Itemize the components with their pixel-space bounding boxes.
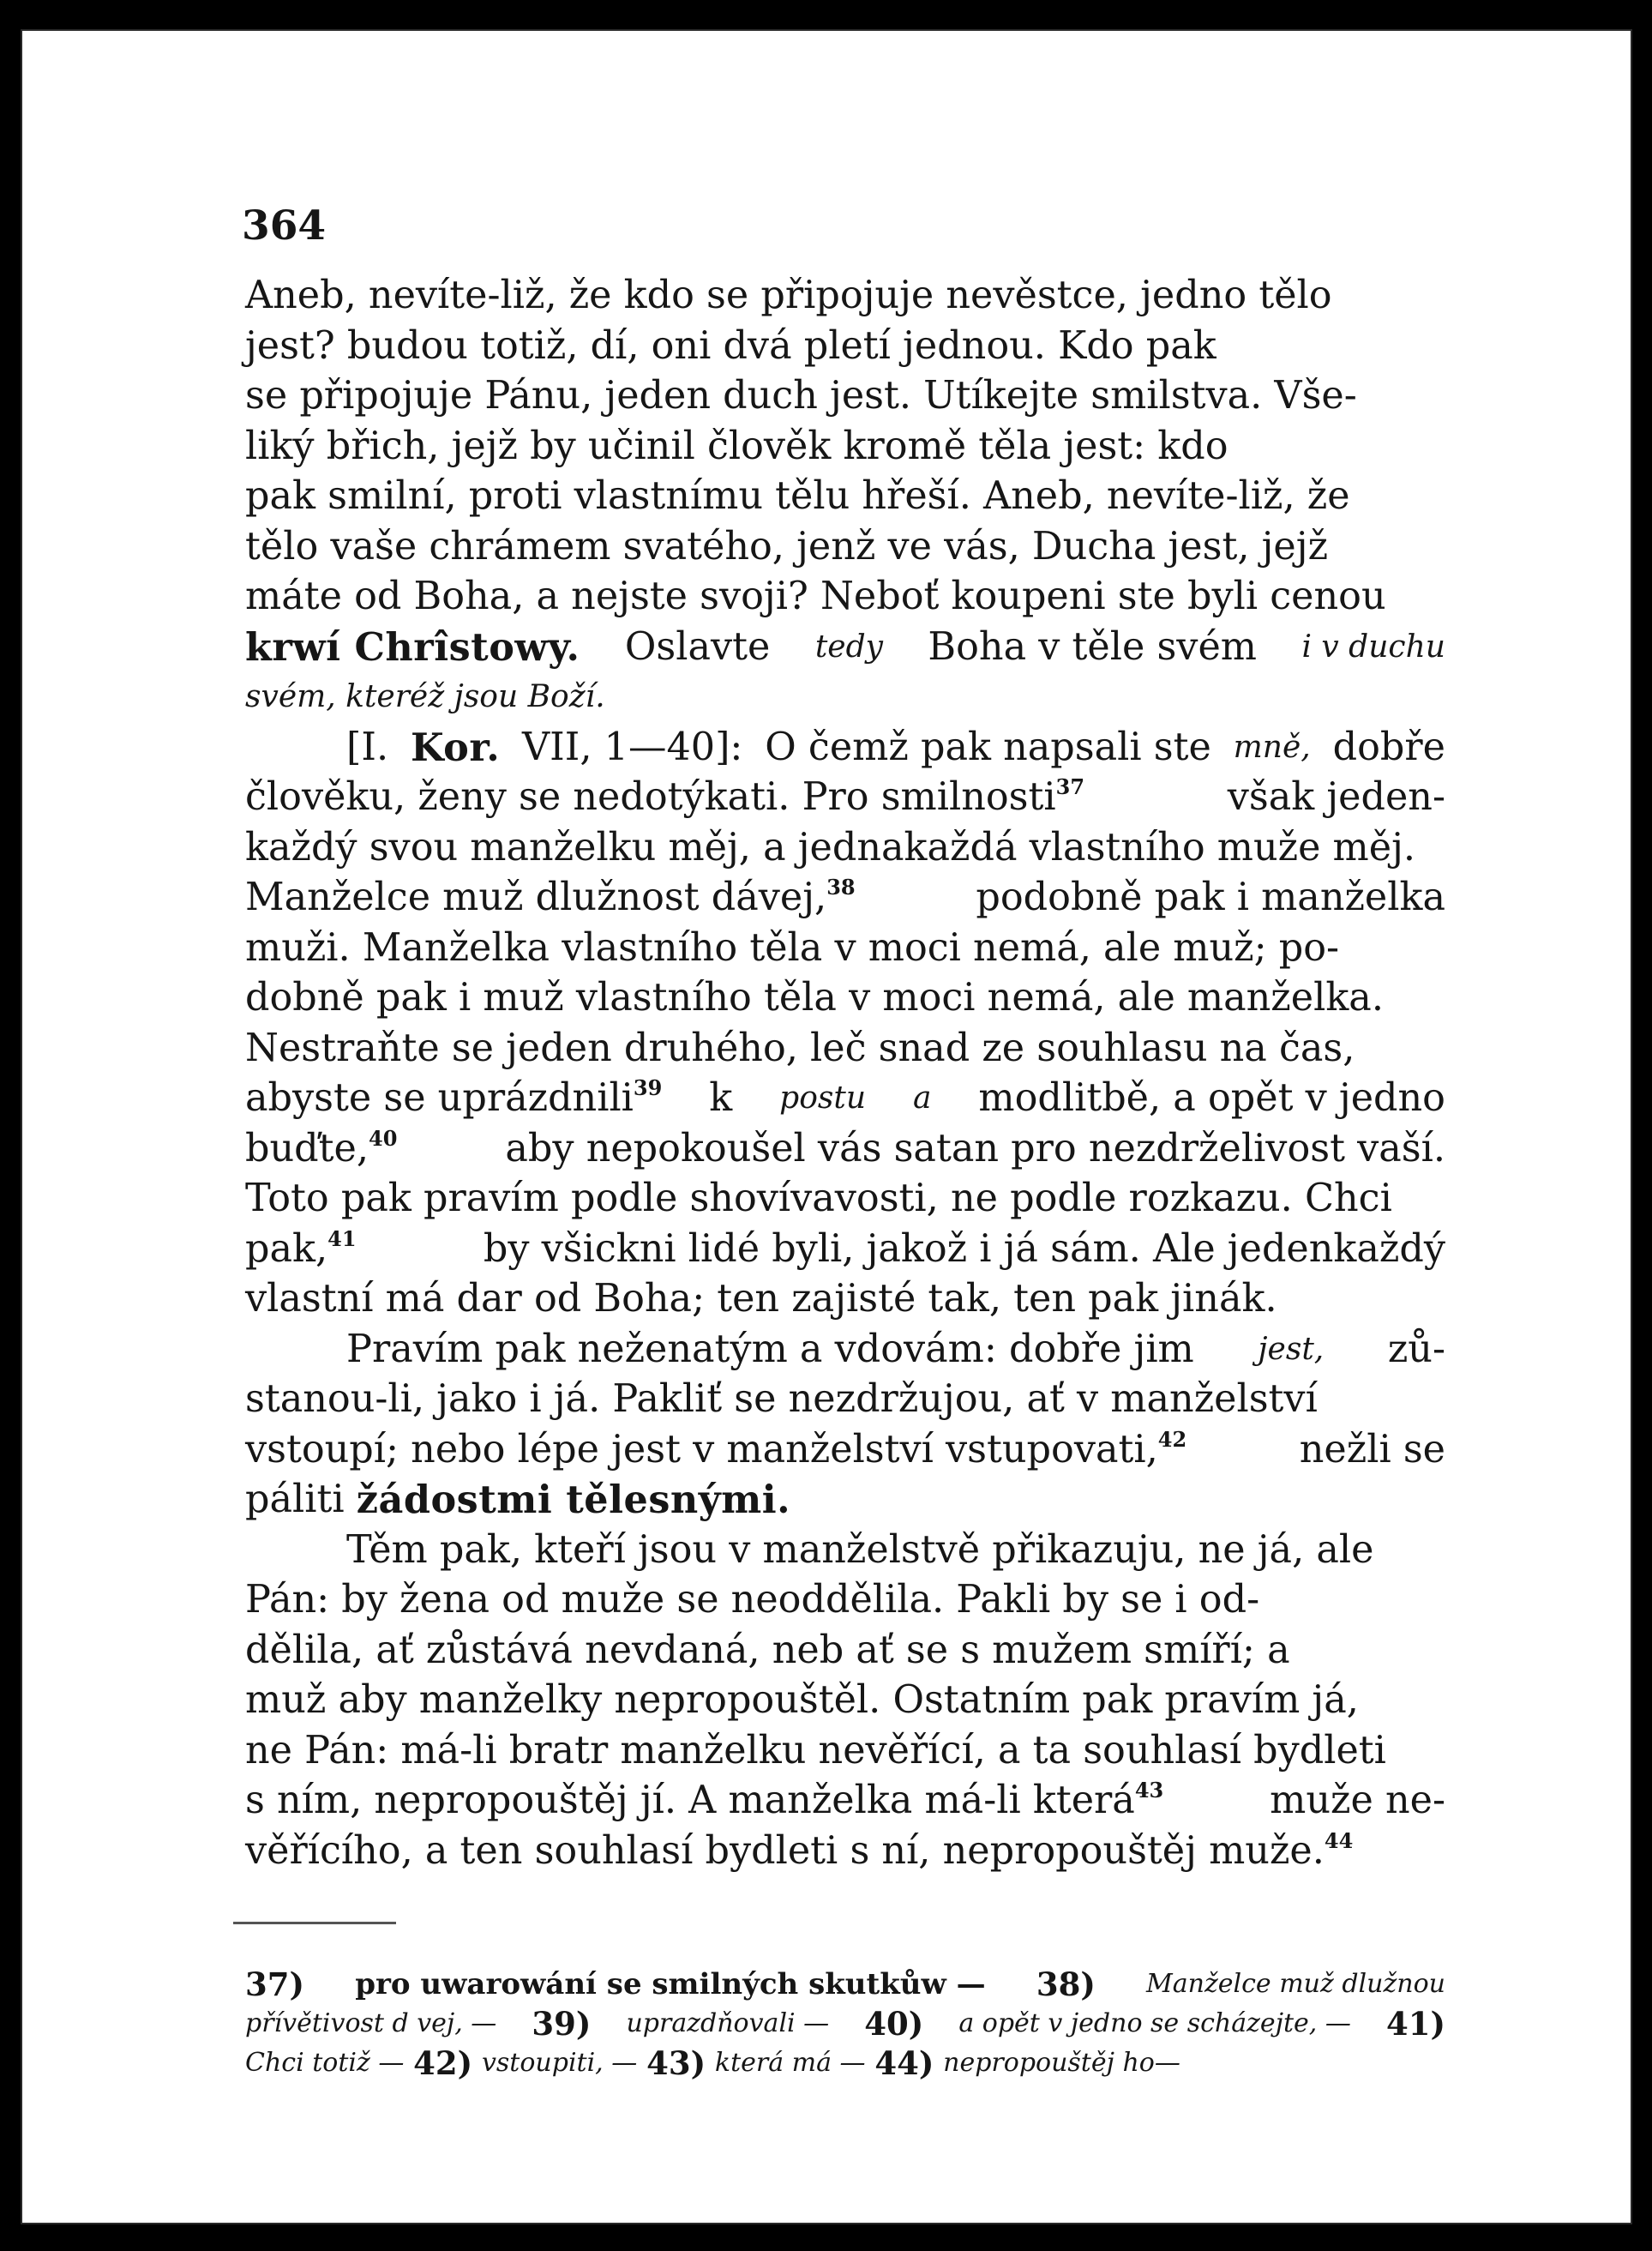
footnotes (245, 1965, 1445, 2083)
text-span: Boha v těle svém (928, 624, 1257, 669)
text-line (245, 1827, 1445, 1877)
text-span: buďte, (245, 1126, 369, 1171)
footnote-ref: 44 (1324, 1827, 1354, 1853)
footnote-line (245, 1965, 1445, 2004)
text-line (245, 723, 1445, 773)
text-line (245, 623, 1445, 673)
italic-text: jest, (1258, 1331, 1325, 1367)
footnote-number: 38) (1036, 1965, 1096, 2003)
text-line: Toto pak pravím podle shovívavosti, ne podle rozkazu. Chci (245, 1177, 1392, 1220)
footnote-text: vstoupiti, — (481, 2048, 638, 2078)
text-line: každý svou manželku měj, a jednakaždá vlastního muže měj. (245, 825, 1416, 870)
text-span: O čemž pak napsali ste (765, 725, 1211, 769)
text-span: k (709, 1076, 733, 1120)
text-line: vlastní má dar od Boha; ten zajisté tak, ten pak jinák. (245, 1277, 1277, 1321)
fraktur-text: pro uwarowání se smilných skutkůw — (355, 1967, 986, 2001)
text-span: zů- (1387, 1327, 1445, 1371)
text-line (245, 1325, 1445, 1375)
fraktur-text: krwí Chrîstowy. (245, 624, 580, 670)
text-line (245, 873, 1445, 924)
footnote-number: 43) (646, 2044, 706, 2082)
text-span: VII, 1—40]: (522, 725, 743, 769)
italic-text: mně, (1233, 729, 1311, 765)
text-span: Manželce muž dlužnost dávej, (245, 876, 827, 919)
footnote-ref: 38 (826, 875, 856, 900)
italic-text: a (912, 1080, 932, 1116)
text-line: Aneb, nevíte-liž, že kdo se připojuje nevěstce, jedno tělo (245, 274, 1332, 317)
footnote-separator (233, 1922, 396, 1924)
italic-text: svém, kteréž jsou Boží. (245, 679, 605, 714)
page-number: 364 (242, 202, 327, 250)
footnote-number: 42) (413, 2044, 473, 2082)
text-line: dělila, ať zůstává nevdaná, neb ať se s mužem smíří; a (245, 1628, 1290, 1672)
italic-text: postu (779, 1080, 867, 1116)
text-span (245, 1425, 1186, 1476)
footnote-line (245, 2043, 1445, 2083)
footnote-text: uprazdňovali — (626, 2008, 830, 2038)
text-span: modlitbě, a opět v jedno (978, 1076, 1445, 1120)
footnote-number: 40) (864, 2005, 924, 2043)
text-span (245, 873, 856, 924)
footnote-ref: 43 (1134, 1778, 1164, 1803)
footnote-number: 44) (874, 2044, 934, 2082)
footnote-number: 39) (532, 2005, 592, 2043)
footnote-line (245, 2004, 1445, 2043)
body-text (245, 271, 1445, 1876)
italic-text: i v duchu (1301, 629, 1445, 665)
footnote-text: přívětivost d vej, — (245, 2008, 497, 2038)
text-span: však jeden- (1227, 775, 1445, 819)
text-span: s ním, nepropouštěj jí. A manželka má-li která (245, 1779, 1135, 1822)
text-line: Pán: by žena od muže se neoddělila. Pakli by se i od- (245, 1578, 1260, 1622)
footnote-ref: 37 (1055, 774, 1085, 799)
fraktur-text: Kor. (410, 725, 501, 770)
footnote-ref: 39 (633, 1075, 663, 1100)
text-span: Pravím pak neženatým a vdovám: dobře jim (346, 1327, 1194, 1371)
footnote-ref: 41 (327, 1225, 357, 1251)
text-span: Oslavte (624, 624, 771, 669)
text-line: dobně pak i muž vlastního těla v moci nemá, ale manželka. (245, 976, 1384, 1020)
text-span: [I. (346, 725, 389, 769)
text-line (245, 773, 1445, 823)
text-span: dobře (1332, 725, 1445, 769)
text-line (245, 1425, 1445, 1476)
footnote-ref: 40 (369, 1125, 398, 1151)
footnote-text: nepropouštěj ho— (943, 2048, 1180, 2078)
text-line: jest? budou totiž, dí, oni dvá pletí jednou. Kdo pak (245, 323, 1216, 368)
text-line: liký břich, jejž by učinil člověk kromě těla jest: kdo (245, 424, 1228, 468)
book-page (21, 29, 1632, 2224)
text-line: muži. Manželka vlastního těla v moci nemá, ale muž; po- (245, 925, 1340, 970)
text-span (245, 773, 1084, 823)
footnote-number: 37) (245, 1965, 304, 2003)
footnote-text: a opět v jedno se scházejte, — (958, 2008, 1351, 2038)
footnote-ref: 42 (1157, 1426, 1187, 1452)
text-span: páliti (245, 1478, 345, 1521)
text-line: Nestraňte se jeden druhého, leč snad ze souhlasu na čas, (245, 1026, 1355, 1070)
italic-text: tedy (814, 629, 883, 665)
text-span (245, 1225, 357, 1275)
text-span: pak, (245, 1226, 328, 1271)
text-span: nežli se (1299, 1427, 1445, 1472)
text-span: aby nepokoušel vás satan pro nezdrželivost vaší. (505, 1126, 1445, 1171)
text-span: muže ne- (1270, 1779, 1445, 1822)
text-line (245, 1124, 1445, 1175)
footnote-number: 41) (1385, 2005, 1445, 2043)
footnote-text: Chci totiž — (245, 2048, 405, 2078)
text-line: muž aby manželky nepropouštěl. Ostatním pak pravím já, (245, 1678, 1359, 1722)
text-line: pak smilní, proti vlastnímu tělu hřeší. Aneb, nevíte-liž, že (245, 474, 1350, 518)
text-line: tělo vaše chrámem svatého, jenž ve vás, Ducha jest, jejž (245, 524, 1329, 569)
text-span: by všickni lidé byli, jakož i já sám. Ale jedenkaždý (483, 1226, 1445, 1271)
text-line (245, 672, 1445, 723)
fraktur-text: žádostmi tělesnými. (356, 1478, 791, 1522)
text-span (245, 1124, 397, 1175)
text-line (245, 1225, 1445, 1275)
text-span (245, 1074, 662, 1124)
text-line (245, 1074, 1445, 1124)
text-line (245, 1776, 1445, 1827)
text-line: ne Pán: má-li bratr manželku nevěřící, a ta souhlasí bydleti (245, 1728, 1386, 1773)
footnote-text: Manželce muž dlužnou (1146, 1969, 1445, 1999)
text-span: podobně pak i manželka (976, 876, 1445, 919)
footnote-text: která má — (714, 2048, 866, 2078)
text-line: Těm pak, kteří jsou v manželstvě přikazuju, ne já, ale (346, 1527, 1374, 1572)
text-line: stanou-li, jako i já. Pakliť se nezdržujou, ať v manželství (245, 1377, 1318, 1421)
text-line: se připojuje Pánu, jeden duch jest. Utíkejte smilstva. Vše- (245, 374, 1357, 418)
text-span: abyste se uprázdnili (245, 1076, 634, 1120)
text-span: vstoupí; nebo lépe jest v manželství vstupovati, (245, 1427, 1158, 1472)
text-span (245, 1776, 1163, 1827)
text-span (245, 1827, 1353, 1877)
text-line: máte od Boha, a nejste svoji? Neboť koupeni ste byli cenou (245, 575, 1386, 618)
text-line (245, 1475, 1445, 1526)
text-span: člověku, ženy se nedotýkati. Pro smilnosti (245, 775, 1056, 819)
text-span: věřícího, a ten souhlasí bydleti s ní, nepropouštěj muže. (245, 1828, 1325, 1873)
